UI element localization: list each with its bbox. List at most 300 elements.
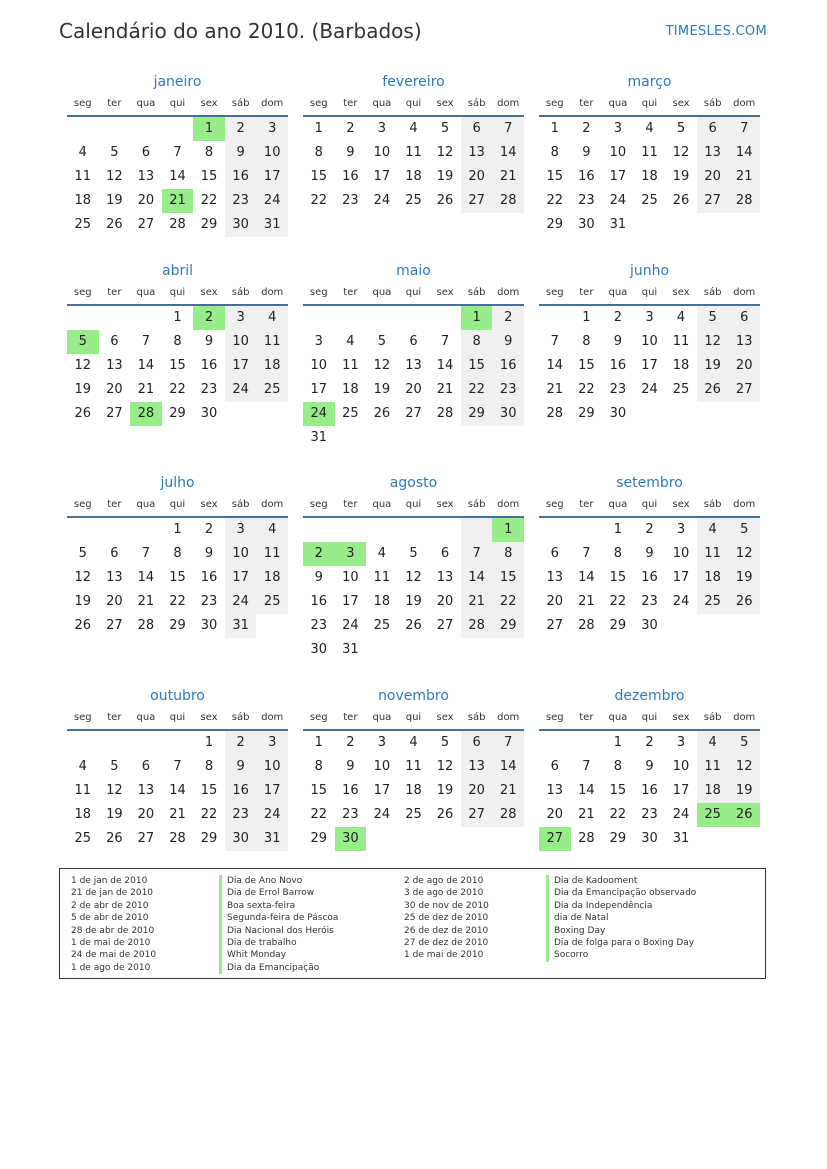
day-cell[interactable]: 4 xyxy=(256,306,288,330)
day-cell[interactable]: 12 xyxy=(405,570,422,585)
day-cell[interactable]: 26 xyxy=(697,378,729,402)
day-cell[interactable]: 10 xyxy=(373,145,391,160)
day-cell[interactable]: 4 xyxy=(697,731,729,755)
day-cell[interactable]: 30 xyxy=(641,618,658,633)
day-cell[interactable]: 16 xyxy=(225,165,257,189)
day-cell[interactable]: 25 xyxy=(256,378,288,402)
day-cell[interactable]: 29 xyxy=(200,217,218,232)
day-cell[interactable]: 26 xyxy=(436,807,454,822)
day-cell[interactable]: 4 xyxy=(409,735,418,750)
day-cell[interactable]: 28 xyxy=(137,618,155,633)
day-cell[interactable]: 18 xyxy=(697,779,729,803)
day-cell[interactable]: 18 xyxy=(672,358,690,373)
day-cell[interactable]: 28 xyxy=(169,217,186,232)
day-cell[interactable]: 17 xyxy=(609,169,627,184)
day-cell[interactable]: 9 xyxy=(645,546,654,561)
day-cell[interactable]: 2 xyxy=(346,735,355,750)
day-cell[interactable]: 5 xyxy=(110,759,119,774)
day-cell[interactable]: 14 xyxy=(137,570,155,585)
day-cell[interactable]: 5 xyxy=(377,334,387,349)
day-cell[interactable]: 22 xyxy=(609,594,627,609)
day-cell[interactable]: 6 xyxy=(550,546,559,561)
day-cell[interactable]: 19 xyxy=(728,566,760,590)
day-cell[interactable]: 6 xyxy=(110,546,119,561)
day-cell[interactable]: 9 xyxy=(645,759,654,774)
day-cell[interactable]: 30 xyxy=(310,642,328,657)
day-cell[interactable]: 18 xyxy=(342,382,359,397)
day-cell[interactable]: 10 xyxy=(373,759,391,774)
day-cell[interactable]: 9 xyxy=(346,145,355,160)
day-cell[interactable]: 21 xyxy=(578,594,595,609)
day-cell[interactable]: 15 xyxy=(609,783,627,798)
day-cell[interactable]: 4 xyxy=(676,310,686,325)
day-cell[interactable]: 19 xyxy=(373,382,391,397)
day-cell[interactable]: 31 xyxy=(609,217,627,232)
day-cell[interactable]: 24 xyxy=(373,193,391,208)
day-cell[interactable]: 22 xyxy=(310,193,328,208)
day-cell[interactable]: 28 xyxy=(492,189,524,213)
day-cell[interactable]: 24 xyxy=(225,590,257,614)
holiday-day-cell[interactable]: 1 xyxy=(492,518,524,542)
day-cell[interactable]: 29 xyxy=(609,618,627,633)
day-cell[interactable]: 19 xyxy=(74,594,92,609)
day-cell[interactable]: 4 xyxy=(645,121,654,136)
day-cell[interactable]: 17 xyxy=(225,566,257,590)
day-cell[interactable]: 17 xyxy=(342,594,359,609)
day-cell[interactable]: 26 xyxy=(74,406,92,421)
day-cell[interactable]: 29 xyxy=(609,831,627,846)
day-cell[interactable]: 15 xyxy=(310,169,328,184)
day-cell[interactable]: 31 xyxy=(225,614,257,638)
day-cell[interactable]: 29 xyxy=(492,614,524,638)
day-cell[interactable]: 28 xyxy=(578,831,595,846)
day-cell[interactable]: 31 xyxy=(256,827,288,851)
day-cell[interactable]: 17 xyxy=(641,358,658,373)
day-cell[interactable]: 3 xyxy=(377,121,387,136)
day-cell[interactable]: 1 xyxy=(582,310,591,325)
day-cell[interactable]: 20 xyxy=(405,382,422,397)
day-cell[interactable]: 1 xyxy=(314,735,323,750)
day-cell[interactable]: 23 xyxy=(200,594,218,609)
day-cell[interactable]: 7 xyxy=(582,759,591,774)
day-cell[interactable]: 23 xyxy=(641,594,658,609)
day-cell[interactable]: 20 xyxy=(728,354,760,378)
day-cell[interactable]: 22 xyxy=(169,382,186,397)
day-cell[interactable]: 31 xyxy=(342,642,359,657)
day-cell[interactable]: 29 xyxy=(578,406,595,421)
holiday-day-cell[interactable]: 1 xyxy=(193,117,225,141)
day-cell[interactable]: 19 xyxy=(436,783,454,798)
day-cell[interactable]: 11 xyxy=(74,783,92,798)
day-cell[interactable]: 24 xyxy=(342,618,359,633)
day-cell[interactable]: 27 xyxy=(106,618,123,633)
day-cell[interactable]: 11 xyxy=(373,570,391,585)
day-cell[interactable]: 2 xyxy=(613,310,623,325)
day-cell[interactable]: 13 xyxy=(697,141,729,165)
day-cell[interactable]: 9 xyxy=(204,546,214,561)
day-cell[interactable]: 29 xyxy=(546,217,564,232)
day-cell[interactable]: 8 xyxy=(314,145,323,160)
day-cell[interactable]: 6 xyxy=(110,334,119,349)
day-cell[interactable]: 16 xyxy=(578,169,595,184)
day-cell[interactable]: 11 xyxy=(641,145,658,160)
day-cell[interactable]: 26 xyxy=(106,217,123,232)
day-cell[interactable]: 19 xyxy=(436,169,454,184)
day-cell[interactable]: 27 xyxy=(461,803,493,827)
day-cell[interactable]: 27 xyxy=(697,189,729,213)
day-cell[interactable]: 11 xyxy=(405,145,422,160)
day-cell[interactable]: 9 xyxy=(225,755,257,779)
day-cell[interactable]: 7 xyxy=(728,117,760,141)
day-cell[interactable]: 24 xyxy=(672,807,690,822)
day-cell[interactable]: 12 xyxy=(672,145,690,160)
day-cell[interactable]: 14 xyxy=(546,358,564,373)
day-cell[interactable]: 29 xyxy=(310,831,328,846)
day-cell[interactable]: 21 xyxy=(137,594,155,609)
day-cell[interactable]: 11 xyxy=(672,334,690,349)
day-cell[interactable]: 3 xyxy=(314,334,323,349)
day-cell[interactable]: 26 xyxy=(728,590,760,614)
day-cell[interactable]: 7 xyxy=(550,334,559,349)
day-cell[interactable]: 19 xyxy=(74,382,92,397)
day-cell[interactable]: 15 xyxy=(200,169,218,184)
day-cell[interactable]: 22 xyxy=(200,193,218,208)
day-cell[interactable]: 11 xyxy=(697,755,729,779)
day-cell[interactable]: 14 xyxy=(461,566,493,590)
day-cell[interactable]: 17 xyxy=(672,783,690,798)
day-cell[interactable]: 24 xyxy=(609,193,627,208)
day-cell[interactable]: 14 xyxy=(578,783,595,798)
day-cell[interactable]: 1 xyxy=(314,121,323,136)
day-cell[interactable]: 4 xyxy=(346,334,355,349)
day-cell[interactable]: 23 xyxy=(310,618,328,633)
day-cell[interactable]: 25 xyxy=(405,807,422,822)
day-cell[interactable]: 3 xyxy=(225,306,257,330)
day-cell[interactable]: 20 xyxy=(137,193,155,208)
day-cell[interactable]: 3 xyxy=(225,518,257,542)
day-cell[interactable]: 30 xyxy=(641,831,658,846)
day-cell[interactable]: 11 xyxy=(405,759,422,774)
day-cell[interactable]: 31 xyxy=(256,213,288,237)
day-cell[interactable]: 17 xyxy=(256,165,288,189)
day-cell[interactable]: 7 xyxy=(582,546,591,561)
day-cell[interactable]: 8 xyxy=(173,546,182,561)
day-cell[interactable]: 16 xyxy=(609,358,627,373)
day-cell[interactable]: 21 xyxy=(728,165,760,189)
day-cell[interactable]: 27 xyxy=(405,406,422,421)
day-cell[interactable]: 19 xyxy=(728,779,760,803)
day-cell[interactable]: 10 xyxy=(256,141,288,165)
day-cell[interactable]: 26 xyxy=(74,618,92,633)
day-cell[interactable]: 12 xyxy=(74,358,92,373)
day-cell[interactable]: 6 xyxy=(440,546,450,561)
day-cell[interactable]: 11 xyxy=(256,330,288,354)
day-cell[interactable]: 27 xyxy=(728,378,760,402)
day-cell[interactable]: 12 xyxy=(373,358,391,373)
day-cell[interactable]: 4 xyxy=(256,518,288,542)
day-cell[interactable]: 1 xyxy=(204,735,214,750)
day-cell[interactable]: 20 xyxy=(697,165,729,189)
day-cell[interactable]: 13 xyxy=(461,141,493,165)
day-cell[interactable]: 16 xyxy=(200,570,218,585)
day-cell[interactable]: 7 xyxy=(492,731,524,755)
day-cell[interactable]: 5 xyxy=(728,518,760,542)
day-cell[interactable]: 3 xyxy=(377,735,387,750)
holiday-day-cell[interactable]: 28 xyxy=(130,402,162,426)
day-cell[interactable]: 22 xyxy=(492,590,524,614)
day-cell[interactable]: 18 xyxy=(373,594,391,609)
day-cell[interactable]: 7 xyxy=(461,542,493,566)
day-cell[interactable]: 29 xyxy=(461,402,493,426)
day-cell[interactable]: 4 xyxy=(377,546,387,561)
day-cell[interactable]: 6 xyxy=(141,145,151,160)
day-cell[interactable]: 14 xyxy=(436,358,454,373)
day-cell[interactable]: 27 xyxy=(461,189,493,213)
day-cell[interactable]: 20 xyxy=(546,594,564,609)
day-cell[interactable]: 9 xyxy=(204,334,214,349)
day-cell[interactable]: 17 xyxy=(373,783,391,798)
day-cell[interactable]: 9 xyxy=(582,145,591,160)
day-cell[interactable]: 14 xyxy=(137,358,155,373)
day-cell[interactable]: 13 xyxy=(137,169,155,184)
day-cell[interactable]: 16 xyxy=(225,779,257,803)
day-cell[interactable]: 3 xyxy=(676,735,686,750)
day-cell[interactable]: 26 xyxy=(373,406,391,421)
day-cell[interactable]: 4 xyxy=(78,759,87,774)
day-cell[interactable]: 20 xyxy=(137,807,155,822)
day-cell[interactable]: 21 xyxy=(546,382,564,397)
day-cell[interactable]: 5 xyxy=(78,546,87,561)
day-cell[interactable]: 25 xyxy=(74,217,92,232)
day-cell[interactable]: 17 xyxy=(256,779,288,803)
day-cell[interactable]: 23 xyxy=(641,807,658,822)
day-cell[interactable]: 7 xyxy=(492,117,524,141)
day-cell[interactable]: 23 xyxy=(492,378,524,402)
day-cell[interactable]: 5 xyxy=(697,306,729,330)
day-cell[interactable]: 6 xyxy=(141,759,151,774)
day-cell[interactable]: 23 xyxy=(225,189,257,213)
day-cell[interactable]: 8 xyxy=(461,330,493,354)
day-cell[interactable]: 5 xyxy=(440,735,450,750)
day-cell[interactable]: 27 xyxy=(546,618,564,633)
day-cell[interactable]: 14 xyxy=(169,169,186,184)
day-cell[interactable]: 1 xyxy=(613,735,623,750)
day-cell[interactable]: 24 xyxy=(225,378,257,402)
day-cell[interactable]: 6 xyxy=(550,759,559,774)
day-cell[interactable]: 6 xyxy=(409,334,418,349)
day-cell[interactable]: 25 xyxy=(373,618,391,633)
day-cell[interactable]: 13 xyxy=(137,783,155,798)
holiday-day-cell[interactable]: 30 xyxy=(335,827,367,851)
day-cell[interactable]: 21 xyxy=(436,382,454,397)
day-cell[interactable]: 31 xyxy=(310,430,328,445)
day-cell[interactable]: 26 xyxy=(405,618,422,633)
day-cell[interactable]: 27 xyxy=(106,406,123,421)
day-cell[interactable]: 19 xyxy=(697,354,729,378)
day-cell[interactable]: 27 xyxy=(137,217,155,232)
day-cell[interactable]: 21 xyxy=(137,382,155,397)
day-cell[interactable]: 7 xyxy=(173,759,182,774)
day-cell[interactable]: 24 xyxy=(641,382,658,397)
day-cell[interactable]: 25 xyxy=(672,382,690,397)
day-cell[interactable]: 2 xyxy=(225,117,257,141)
day-cell[interactable]: 13 xyxy=(106,358,123,373)
day-cell[interactable]: 24 xyxy=(672,594,690,609)
day-cell[interactable]: 23 xyxy=(200,382,218,397)
day-cell[interactable]: 13 xyxy=(106,570,123,585)
day-cell[interactable]: 12 xyxy=(728,542,760,566)
day-cell[interactable]: 7 xyxy=(141,546,151,561)
day-cell[interactable]: 22 xyxy=(169,594,186,609)
day-cell[interactable]: 25 xyxy=(697,590,729,614)
brand-link[interactable]: TIMESLES.COM xyxy=(665,24,767,39)
day-cell[interactable]: 20 xyxy=(106,382,123,397)
day-cell[interactable]: 20 xyxy=(436,594,454,609)
day-cell[interactable]: 21 xyxy=(578,807,595,822)
day-cell[interactable]: 18 xyxy=(697,566,729,590)
day-cell[interactable]: 18 xyxy=(405,169,422,184)
day-cell[interactable]: 13 xyxy=(728,330,760,354)
day-cell[interactable]: 1 xyxy=(613,522,623,537)
day-cell[interactable]: 5 xyxy=(728,731,760,755)
day-cell[interactable]: 19 xyxy=(106,807,123,822)
day-cell[interactable]: 16 xyxy=(342,169,359,184)
day-cell[interactable]: 3 xyxy=(613,121,623,136)
day-cell[interactable]: 19 xyxy=(672,169,690,184)
day-cell[interactable]: 10 xyxy=(672,759,690,774)
day-cell[interactable]: 18 xyxy=(74,807,92,822)
day-cell[interactable]: 22 xyxy=(200,807,218,822)
day-cell[interactable]: 20 xyxy=(461,779,493,803)
day-cell[interactable]: 30 xyxy=(609,406,627,421)
day-cell[interactable]: 27 xyxy=(436,618,454,633)
day-cell[interactable]: 31 xyxy=(672,831,690,846)
day-cell[interactable]: 2 xyxy=(645,522,654,537)
day-cell[interactable]: 8 xyxy=(613,546,623,561)
day-cell[interactable]: 16 xyxy=(641,783,658,798)
day-cell[interactable]: 24 xyxy=(256,189,288,213)
day-cell[interactable]: 3 xyxy=(676,522,686,537)
day-cell[interactable]: 17 xyxy=(672,570,690,585)
day-cell[interactable]: 9 xyxy=(492,330,524,354)
day-cell[interactable]: 28 xyxy=(728,189,760,213)
day-cell[interactable]: 23 xyxy=(342,193,359,208)
day-cell[interactable]: 18 xyxy=(256,354,288,378)
day-cell[interactable]: 15 xyxy=(609,570,627,585)
day-cell[interactable]: 15 xyxy=(492,566,524,590)
day-cell[interactable]: 12 xyxy=(436,759,454,774)
day-cell[interactable]: 11 xyxy=(342,358,359,373)
day-cell[interactable]: 30 xyxy=(225,213,257,237)
day-cell[interactable]: 1 xyxy=(173,522,182,537)
day-cell[interactable]: 5 xyxy=(676,121,686,136)
day-cell[interactable]: 5 xyxy=(440,121,450,136)
holiday-day-cell[interactable]: 2 xyxy=(193,306,225,330)
day-cell[interactable]: 21 xyxy=(492,165,524,189)
day-cell[interactable]: 7 xyxy=(440,334,450,349)
day-cell[interactable]: 28 xyxy=(169,831,186,846)
holiday-day-cell[interactable]: 25 xyxy=(697,803,729,827)
day-cell[interactable]: 26 xyxy=(106,831,123,846)
day-cell[interactable]: 28 xyxy=(492,803,524,827)
day-cell[interactable]: 16 xyxy=(200,358,218,373)
day-cell[interactable]: 12 xyxy=(106,169,123,184)
day-cell[interactable]: 4 xyxy=(78,145,87,160)
day-cell[interactable]: 25 xyxy=(256,590,288,614)
day-cell[interactable]: 15 xyxy=(578,358,595,373)
day-cell[interactable]: 30 xyxy=(492,402,524,426)
day-cell[interactable]: 26 xyxy=(672,193,690,208)
day-cell[interactable]: 15 xyxy=(169,570,186,585)
day-cell[interactable]: 10 xyxy=(310,358,328,373)
day-cell[interactable]: 28 xyxy=(461,614,493,638)
day-cell[interactable]: 25 xyxy=(74,831,92,846)
day-cell[interactable]: 12 xyxy=(106,783,123,798)
day-cell[interactable]: 2 xyxy=(492,306,524,330)
day-cell[interactable]: 2 xyxy=(225,731,257,755)
day-cell[interactable]: 16 xyxy=(342,783,359,798)
day-cell[interactable]: 10 xyxy=(641,334,658,349)
day-cell[interactable]: 2 xyxy=(582,121,591,136)
day-cell[interactable]: 25 xyxy=(641,193,658,208)
day-cell[interactable]: 8 xyxy=(173,334,182,349)
day-cell[interactable]: 3 xyxy=(256,731,288,755)
day-cell[interactable]: 14 xyxy=(728,141,760,165)
day-cell[interactable]: 30 xyxy=(225,827,257,851)
day-cell[interactable]: 8 xyxy=(314,759,323,774)
day-cell[interactable]: 22 xyxy=(609,807,627,822)
day-cell[interactable]: 25 xyxy=(342,406,359,421)
day-cell[interactable]: 15 xyxy=(200,783,218,798)
day-cell[interactable]: 14 xyxy=(169,783,186,798)
day-cell[interactable]: 22 xyxy=(578,382,595,397)
day-cell[interactable]: 1 xyxy=(550,121,559,136)
day-cell[interactable]: 22 xyxy=(461,378,493,402)
holiday-day-cell[interactable]: 5 xyxy=(67,330,99,354)
day-cell[interactable]: 14 xyxy=(578,570,595,585)
day-cell[interactable]: 20 xyxy=(106,594,123,609)
day-cell[interactable]: 13 xyxy=(436,570,454,585)
holiday-day-cell[interactable]: 27 xyxy=(539,827,571,851)
day-cell[interactable]: 10 xyxy=(672,546,690,561)
day-cell[interactable]: 9 xyxy=(613,334,623,349)
day-cell[interactable]: 3 xyxy=(256,117,288,141)
day-cell[interactable]: 23 xyxy=(342,807,359,822)
day-cell[interactable]: 28 xyxy=(436,406,454,421)
day-cell[interactable]: 23 xyxy=(225,803,257,827)
day-cell[interactable]: 4 xyxy=(697,518,729,542)
day-cell[interactable]: 2 xyxy=(645,735,654,750)
day-cell[interactable]: 13 xyxy=(546,570,564,585)
day-cell[interactable]: 29 xyxy=(169,618,186,633)
day-cell[interactable]: 15 xyxy=(546,169,564,184)
day-cell[interactable]: 4 xyxy=(409,121,418,136)
day-cell[interactable]: 8 xyxy=(613,759,623,774)
day-cell[interactable]: 9 xyxy=(314,570,323,585)
day-cell[interactable]: 23 xyxy=(609,382,627,397)
day-cell[interactable]: 30 xyxy=(578,217,595,232)
day-cell[interactable]: 8 xyxy=(582,334,591,349)
day-cell[interactable]: 5 xyxy=(409,546,418,561)
day-cell[interactable]: 30 xyxy=(200,618,218,633)
day-cell[interactable]: 16 xyxy=(641,570,658,585)
day-cell[interactable]: 30 xyxy=(200,406,218,421)
day-cell[interactable]: 6 xyxy=(697,117,729,141)
day-cell[interactable]: 15 xyxy=(461,354,493,378)
day-cell[interactable]: 19 xyxy=(405,594,422,609)
day-cell[interactable]: 20 xyxy=(546,807,564,822)
day-cell[interactable]: 10 xyxy=(342,570,359,585)
